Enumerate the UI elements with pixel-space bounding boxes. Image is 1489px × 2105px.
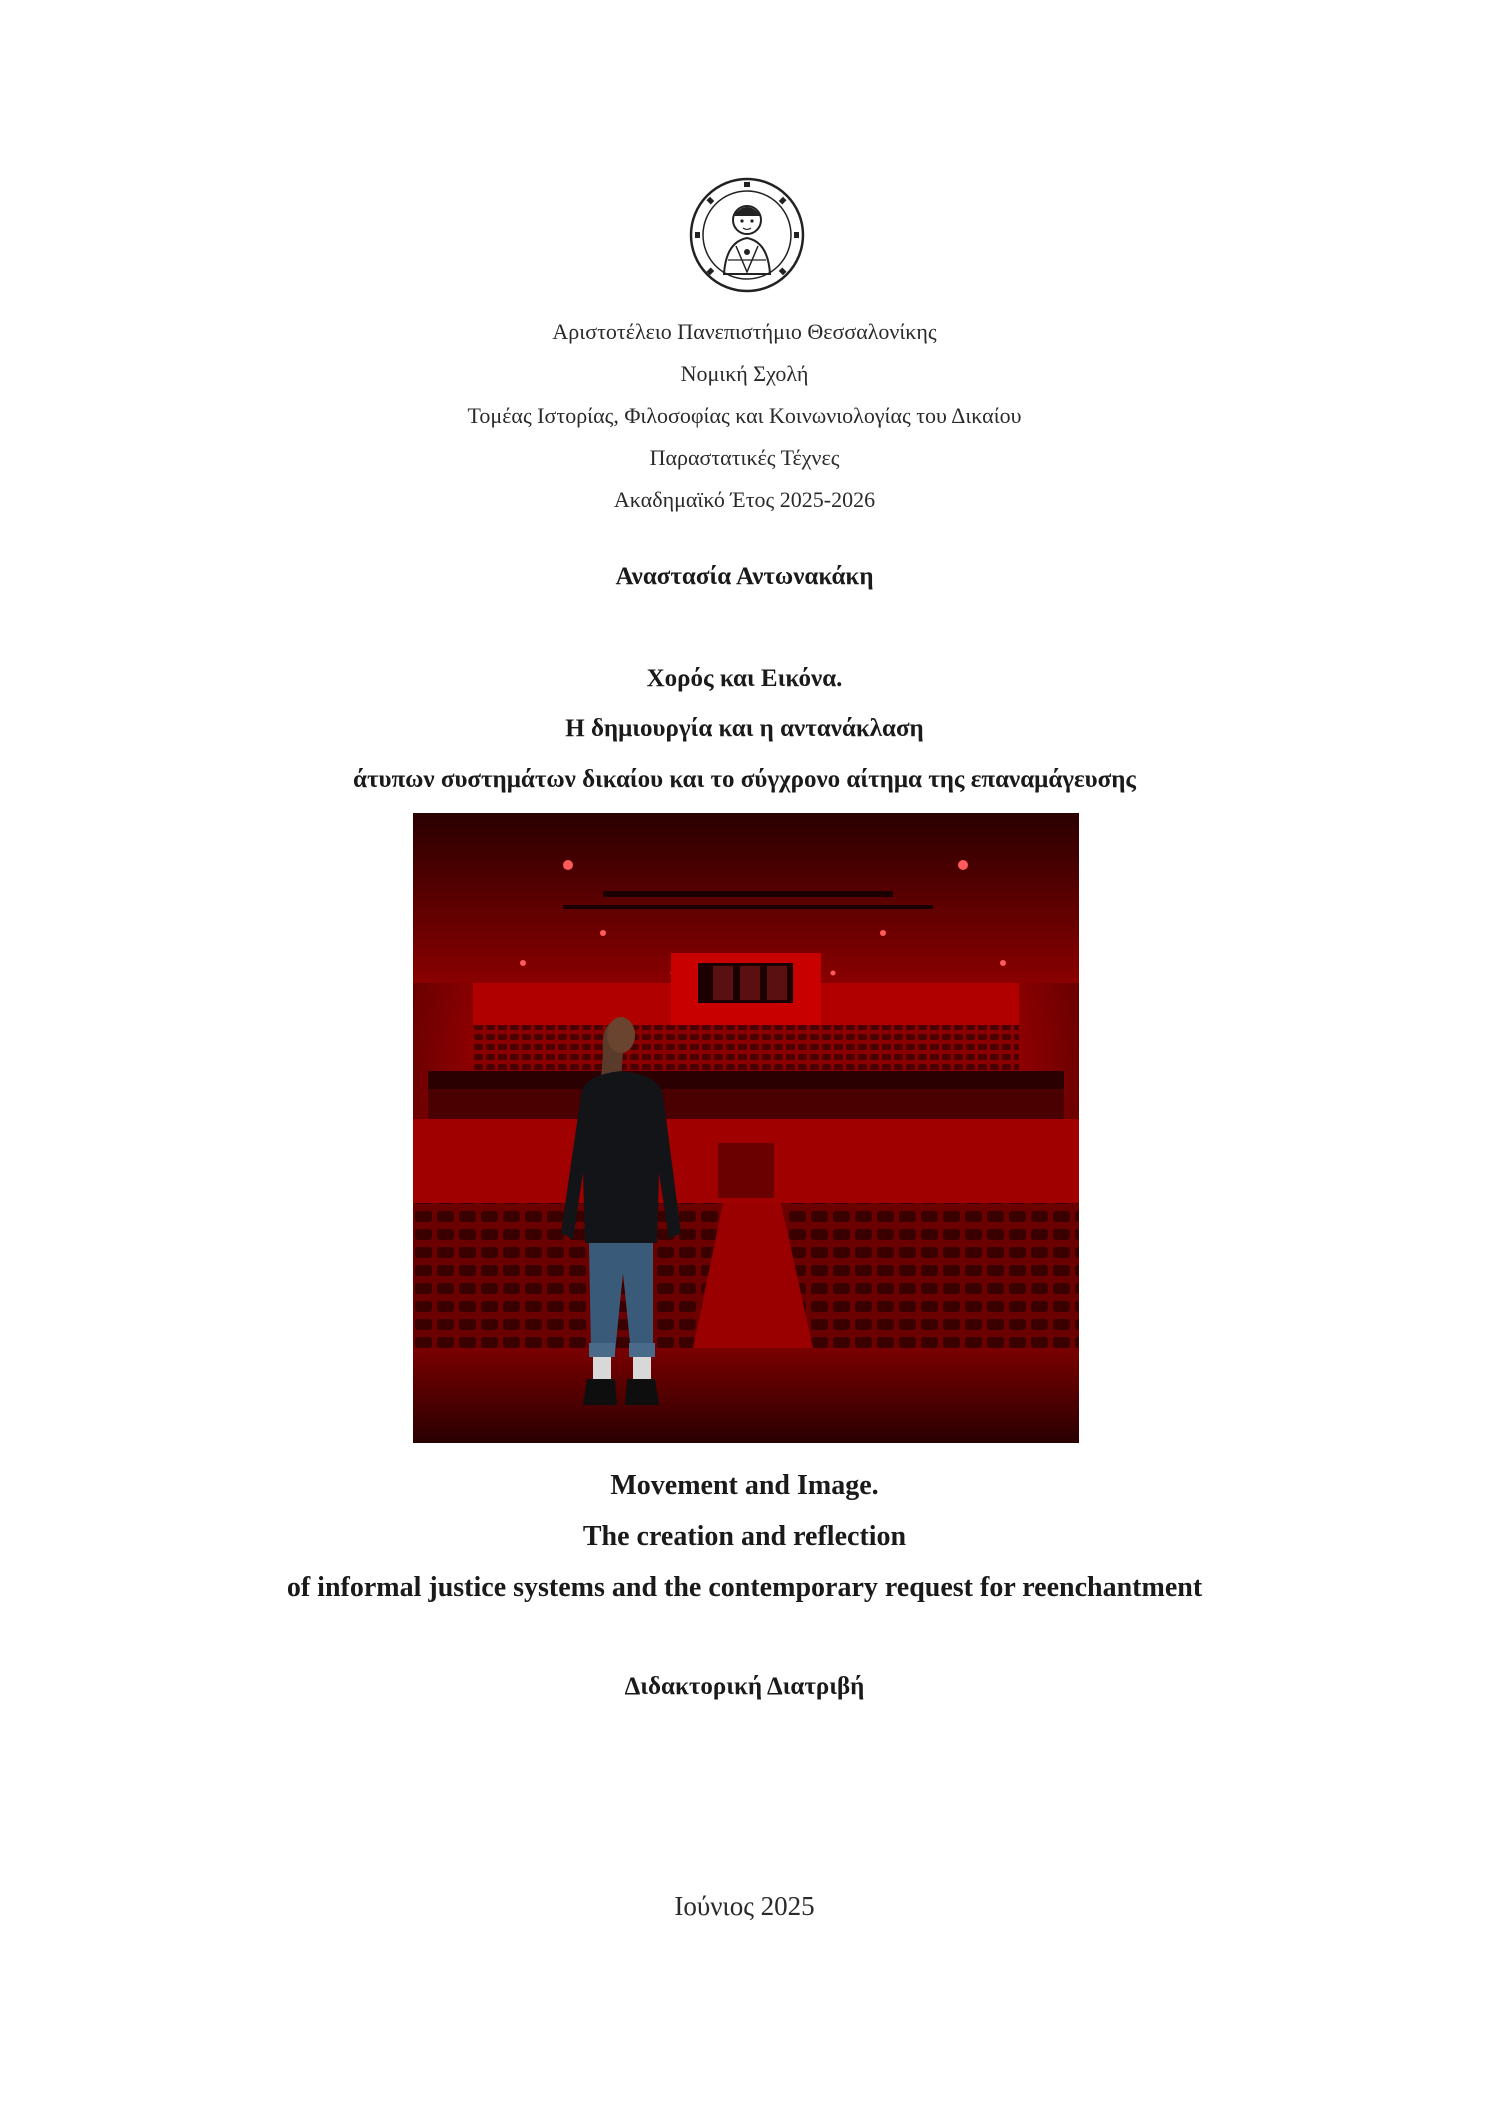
school-name: Νομική Σχολή xyxy=(680,361,809,386)
department-name: Τομέας Ιστορίας, Φιλοσοφίας και Κοινωνιολογίας του Δικαίου xyxy=(467,403,1022,428)
academic-year: Ακαδημαϊκό Έτος 2025-2026 xyxy=(613,487,876,512)
english-title-line-1: Movement and Image. xyxy=(610,1470,879,1501)
author-name: Αναστασία Αντωνακάκη xyxy=(615,563,874,590)
university-seal-logo xyxy=(688,176,806,294)
submission-date: Ιούνιος 2025 xyxy=(674,1891,815,1921)
program-name: Παραστατικές Τέχνες xyxy=(649,445,840,470)
document-type: Διδακτορική Διατριβή xyxy=(624,1673,865,1700)
greek-title-line-3: άτυπων συστημάτων δικαίου και το σύγχρονο αίτημα της επαναμάγευσης xyxy=(353,766,1136,793)
english-title-line-3: of informal justice systems and the contemporary request for reenchantment xyxy=(286,1572,1203,1603)
english-title-line-2: The creation and reflection xyxy=(582,1521,907,1552)
greek-title-line-1: Χορός και Εικόνα. xyxy=(646,665,843,692)
greek-title-line-2: Η δημιουργία και η αντανάκλαση xyxy=(565,715,924,742)
university-name: Αριστοτέλειο Πανεπιστήμιο Θεσσαλονίκης xyxy=(552,319,937,344)
cover-illustration-image xyxy=(413,813,1079,1443)
